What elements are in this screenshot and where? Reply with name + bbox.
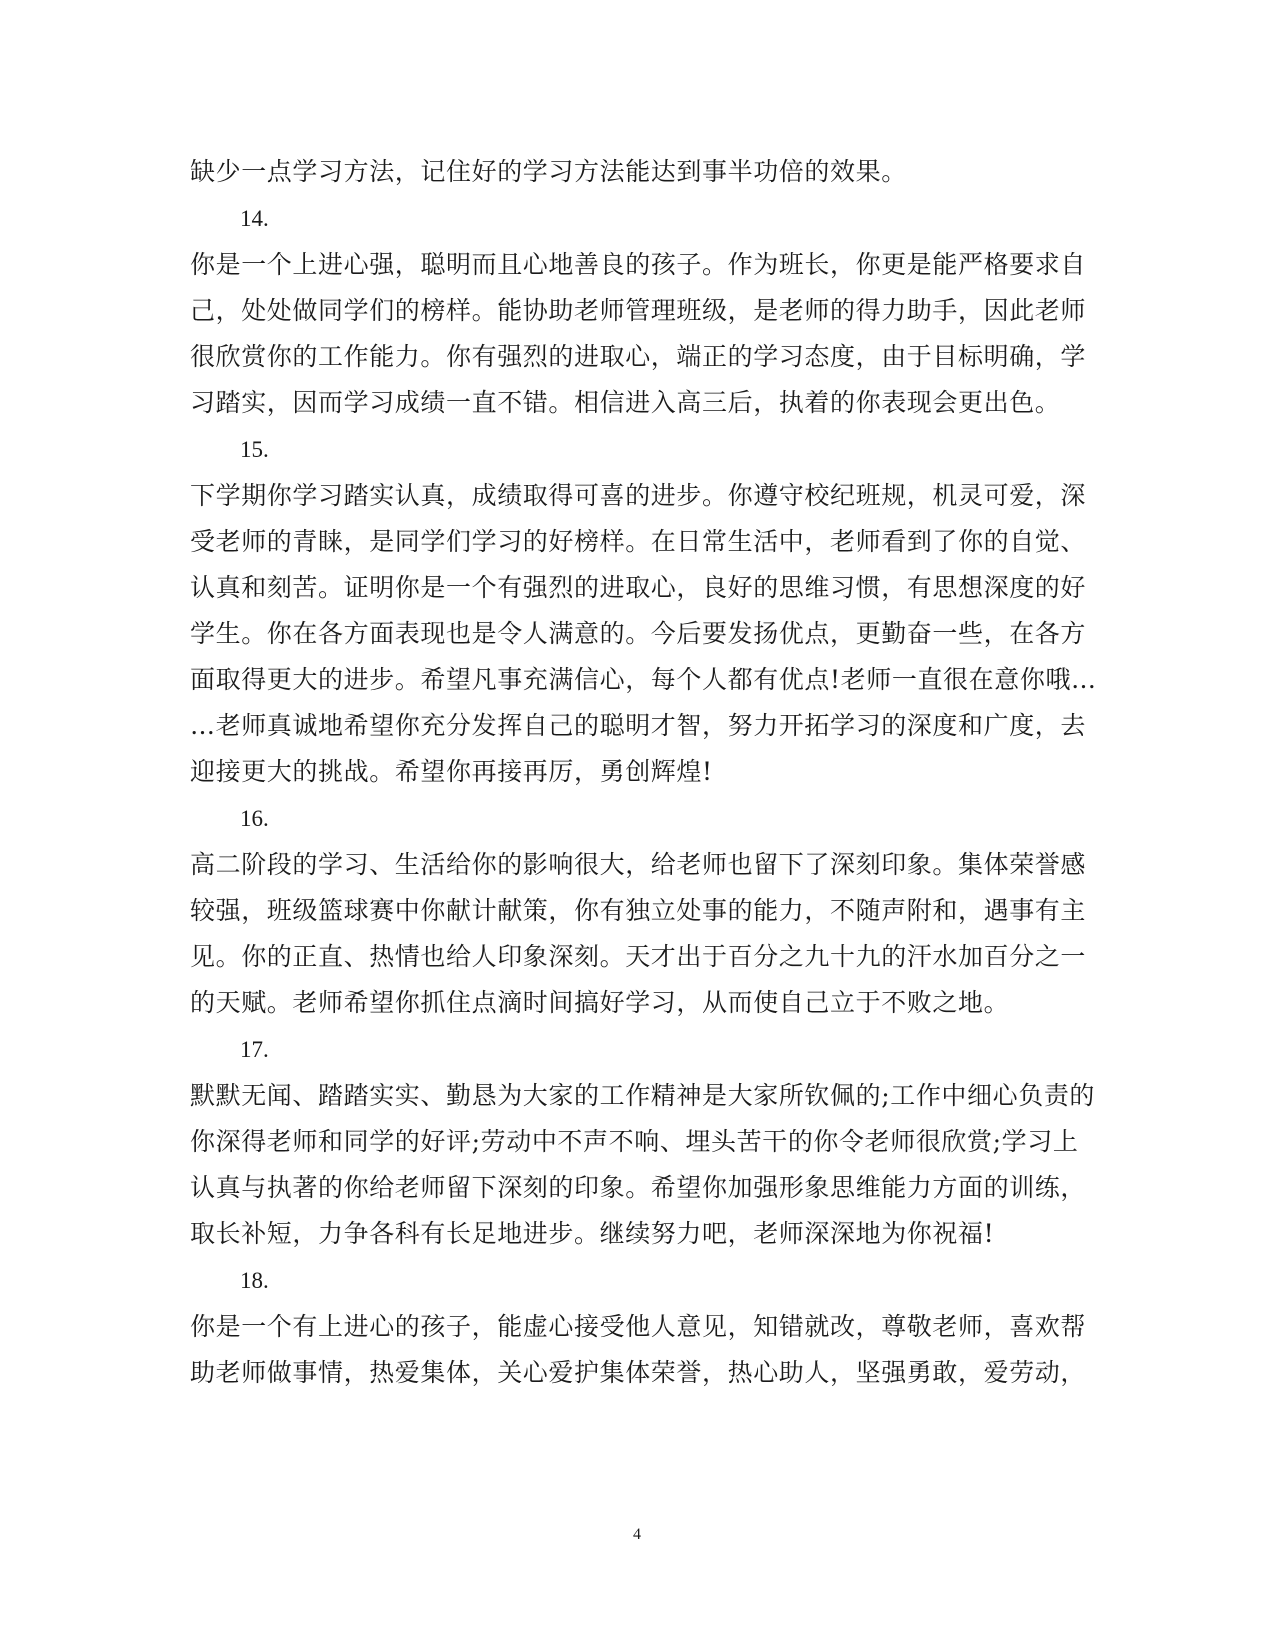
text-line: …老师真诚地希望你充分发挥自己的聪明才智，努力开拓学习的深度和广度，去	[190, 711, 1087, 740]
text-line: 你深得老师和同学的好评;劳动中不声不响、埋头苦干的你令老师很欣赏;学习上	[190, 1127, 1079, 1156]
text-line: 面取得更大的进步。希望凡事充满信心，每个人都有优点!老师一直很在意你哦…	[190, 665, 1097, 694]
text-line: 你是一个有上进心的孩子，能虚心接受他人意见，知错就改，尊敬老师，喜欢帮	[190, 1312, 1087, 1341]
text-line: 较强，班级篮球赛中你献计献策，你有独立处事的能力，不随声附和，遇事有主	[190, 896, 1087, 925]
text-line: 认真和刻苦。证明你是一个有强烈的进取心，良好的思维习惯，有思想深度的好	[190, 573, 1087, 602]
text-line: 取长补短，力争各科有长足地进步。继续努力吧，老师深深地为你祝福!	[190, 1219, 995, 1248]
item-number: 16.	[240, 806, 269, 831]
text-line: 你是一个上进心强，聪明而且心地善良的孩子。作为班长，你更是能严格要求自	[190, 250, 1087, 279]
item-number: 15.	[240, 437, 269, 462]
text-line: 迎接更大的挑战。希望你再接再厉，勇创辉煌!	[190, 757, 713, 786]
text-line: 认真与执著的你给老师留下深刻的印象。希望你加强形象思维能力方面的训练，	[190, 1173, 1087, 1202]
text-line: 默默无闻、踏踏实实、勤恳为大家的工作精神是大家所钦佩的;工作中细心负责的	[190, 1081, 1096, 1110]
text-line: 己，处处做同学们的榜样。能协助老师管理班级，是老师的得力助手，因此老师	[190, 296, 1087, 325]
text-line: 学生。你在各方面表现也是令人满意的。今后要发扬优点，更勤奋一些，在各方	[190, 619, 1087, 648]
text-line: 习踏实，因而学习成绩一直不错。相信进入高三后，执着的你表现会更出色。	[190, 388, 1061, 417]
item-number: 17.	[240, 1037, 269, 1062]
page-number: 4	[633, 1526, 641, 1543]
text-line: 缺少一点学习方法，记住好的学习方法能达到事半功倍的效果。	[190, 157, 907, 186]
text-line: 的天赋。老师希望你抓住点滴时间搞好学习，从而使自己立于不败之地。	[190, 988, 1010, 1017]
text-line: 很欣赏你的工作能力。你有强烈的进取心，端正的学习态度，由于目标明确，学	[190, 342, 1087, 371]
item-number: 18.	[240, 1268, 269, 1293]
text-line: 助老师做事情，热爱集体，关心爱护集体荣誉，热心助人，坚强勇敢，爱劳动，	[190, 1358, 1087, 1387]
item-number: 14.	[240, 206, 269, 231]
text-line: 受老师的青睐，是同学们学习的好榜样。在日常生活中，老师看到了你的自觉、	[190, 527, 1087, 556]
text-line: 下学期你学习踏实认真，成绩取得可喜的进步。你遵守校纪班规，机灵可爱，深	[190, 481, 1087, 510]
text-line: 高二阶段的学习、生活给你的影响很大，给老师也留下了深刻印象。集体荣誉感	[190, 850, 1087, 879]
text-line: 见。你的正直、热情也给人印象深刻。天才出于百分之九十九的汗水加百分之一	[190, 942, 1087, 971]
